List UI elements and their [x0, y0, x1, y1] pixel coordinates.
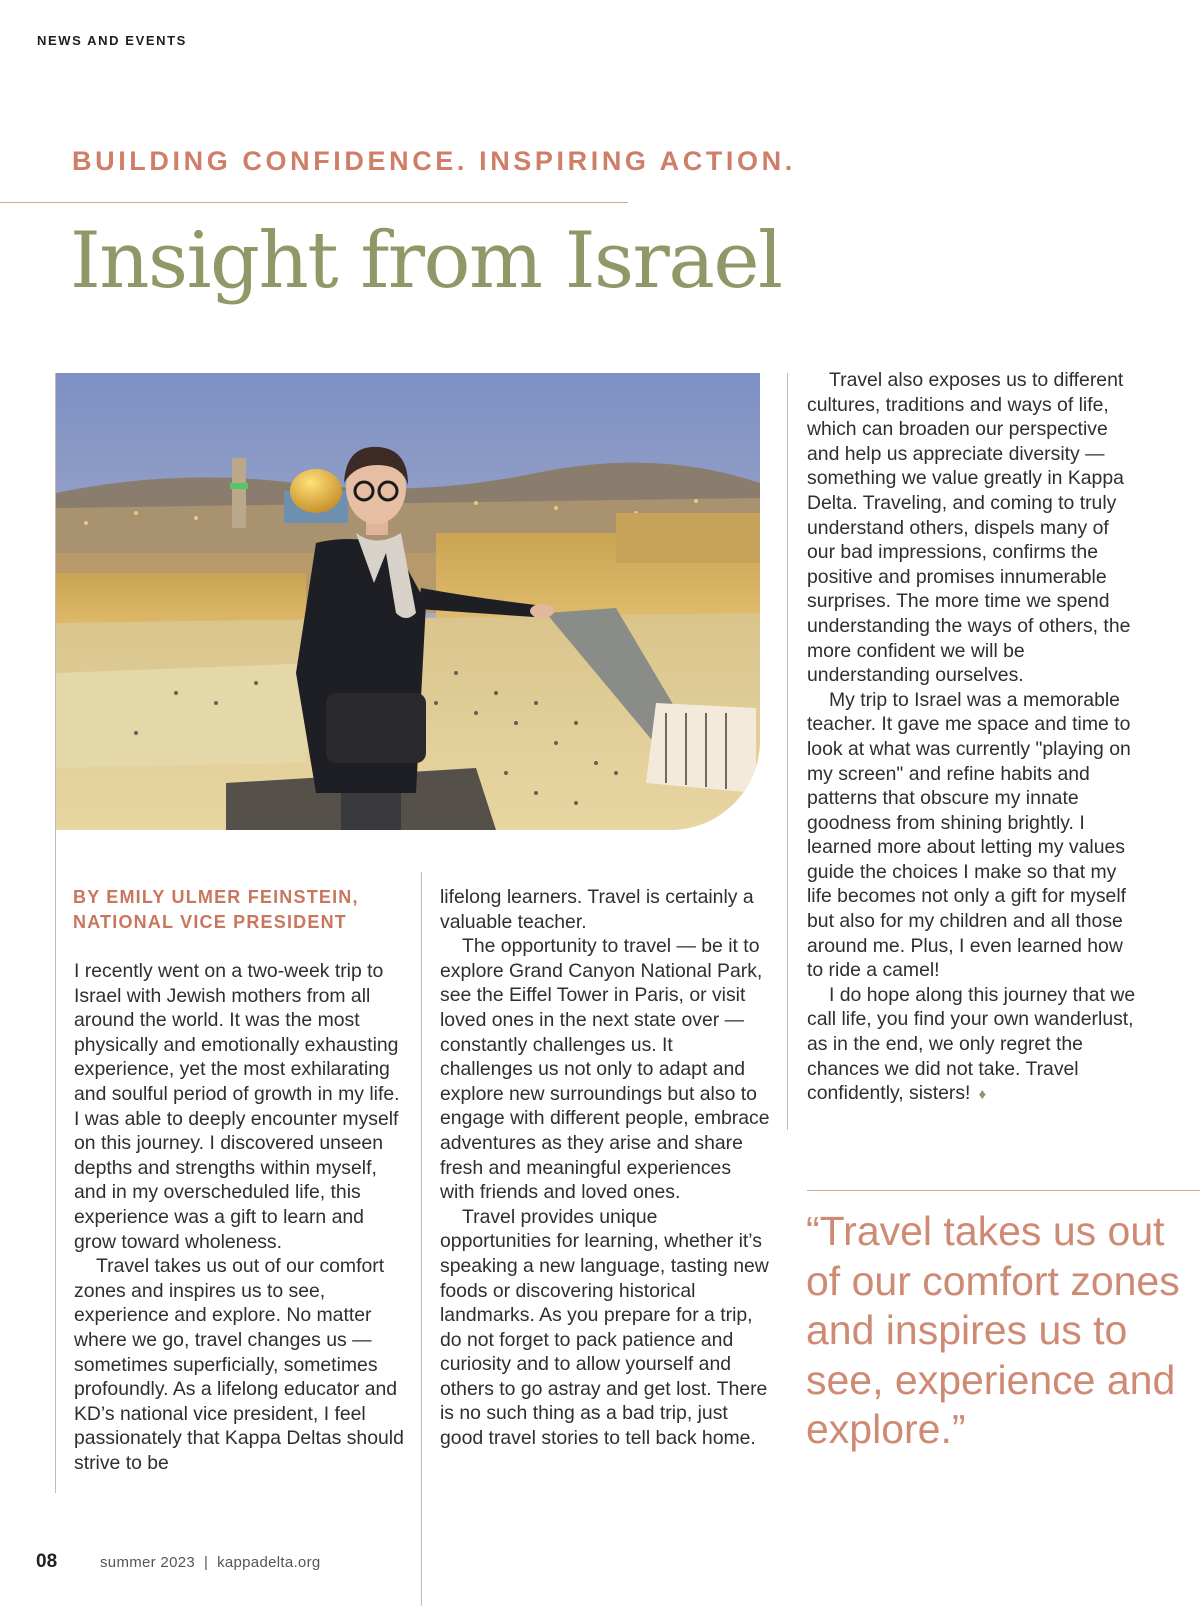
diamond-end-icon: ♦ — [978, 1086, 987, 1104]
article-column-1 — [74, 959, 404, 1475]
kicker-heading: BUILDING CONFIDENCE. INSPIRING ACTION. — [72, 146, 796, 176]
byline-author: BY EMILY ULMER FEINSTEIN, — [73, 887, 359, 907]
paragraph: Travel provides unique opportunities for learning, whether it’s speaking a new language, tasting new foods or discovering historical landmarks. As you prepare for a trip, do not forget to pack patience and curiosity and to allow yourself and others to go astray and get lost. There is no such thing as a bad trip, just good travel stories to tell back home. — [440, 1205, 769, 1450]
paragraph: Travel also exposes us to different cultures, traditions and ways of life, which can broaden our perspective and help us appreciate diversity — something we value greatly in Kappa Delta. Traveling, and coming to truly understand others, dispels many of our bad impressions, confirms the positive and promises innumerable surprises. The more time we spend understanding the ways of others, the more confident we will be understanding ourselves. — [807, 369, 1131, 687]
byline-title: NATIONAL VICE PRESIDENT — [73, 912, 347, 932]
article-photo — [56, 373, 760, 830]
column-divider-1 — [421, 872, 422, 1606]
page-number: 08 — [36, 1551, 58, 1572]
photo-left-rule — [55, 373, 56, 1493]
paragraph: I recently went on a two-week trip to Israel with Jewish mothers from all around the world. It was the most physically and emotionally exhausting experience, yet the most exhilarating and soulful period of growth in my life. I was able to deeply encounter myself on this journey. I discovered unseen depths and strengths within myself, and in my overscheduled life, this experience was a gift to learn and grow toward wholeness. — [74, 960, 400, 1253]
pull-quote: “Travel takes us out of our comfort zones and inspires us to see, experience and explore.” — [806, 1208, 1180, 1452]
quote-divider — [807, 1190, 1200, 1191]
article-column-2 — [440, 885, 770, 1451]
kicker-divider — [0, 202, 628, 203]
byline — [73, 885, 403, 935]
paragraph: The opportunity to travel — be it to explore Grand Canyon National Park, see the Eiffel Tower in Paris, or visit loved ones in the next state over — constantly challenges us. It challenges us not only to adapt and explore new surroundings but also to engage with different people, embrace adventures as they arise and share fresh and meaningful experiences with friends and loved ones. — [440, 935, 770, 1204]
paragraph-text: I do hope along this journey that we call life, you find your own wanderlust, as in the end, we only regret the chances we did not take. Travel confidently, sisters! — [807, 983, 1136, 1105]
paragraph: My trip to Israel was a memorable teacher. It gave me space and time to look at what was currently "playing on my screen" and refine habits and patterns that obscure my innate goodness from shining brightly. I learned more about letting my values guide the choices I make so that my life becomes not only a gift for myself but also for my children and all those around me. Plus, I even learned how to ride a camel! — [807, 688, 1131, 982]
section-label: NEWS AND EVENTS — [37, 33, 187, 48]
page-title: Insight from Israel — [70, 216, 782, 306]
article-column-3 — [807, 368, 1137, 1108]
paragraph — [807, 983, 1137, 1108]
paragraph: lifelong learners. Travel is certainly a valuable teacher. — [440, 886, 754, 933]
column-divider-2 — [787, 373, 788, 1130]
paragraph: Travel takes us out of our comfort zones and inspires us to see, experience and explore. No matter where we go, travel changes us — sometimes superficially, sometimes profoundly. As a lifelong educator and KD’s national vice president, I feel passionately that Kappa Deltas should strive to be — [74, 1255, 404, 1474]
footer-issue-site: summer 2023 | kappadelta.org — [100, 1554, 321, 1571]
